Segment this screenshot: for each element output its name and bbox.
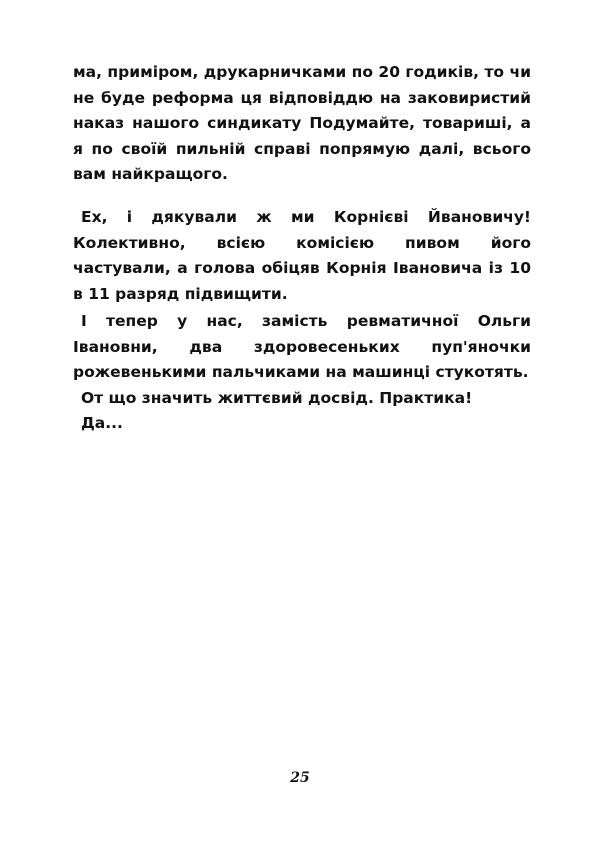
paragraph-2: Ех, і дякували ж ми Корнієві Йвановичу! Колективно, всією комісією пивом його частували, а голова обіцяв Корнія Івановича із 10 в 11 разряд підвищити. [73,208,531,303]
paragraph-3: І тепер у нас, замість ревматичної Ольги Івановни, два здоровесеньких пуп'яночки рожевенькими пальчиками на машинці стукотять. [73,312,531,381]
paragraph-4: От що значить життєвий досвід. Практика! [81,388,473,407]
page-number: 25 [290,770,310,786]
text-block-main [73,205,531,437]
paragraph-5: Да... [81,414,123,432]
text-block-top [73,60,531,188]
paragraph-1: ма, приміром, друкарничками по 20 годиків, то чи не буде реформа ця відповіддю на заковиристий наказ нашого синдикату Подумайте, товариші, а я по своїй пильній справі попрямую далі, всього вам найкращого. [73,63,531,183]
